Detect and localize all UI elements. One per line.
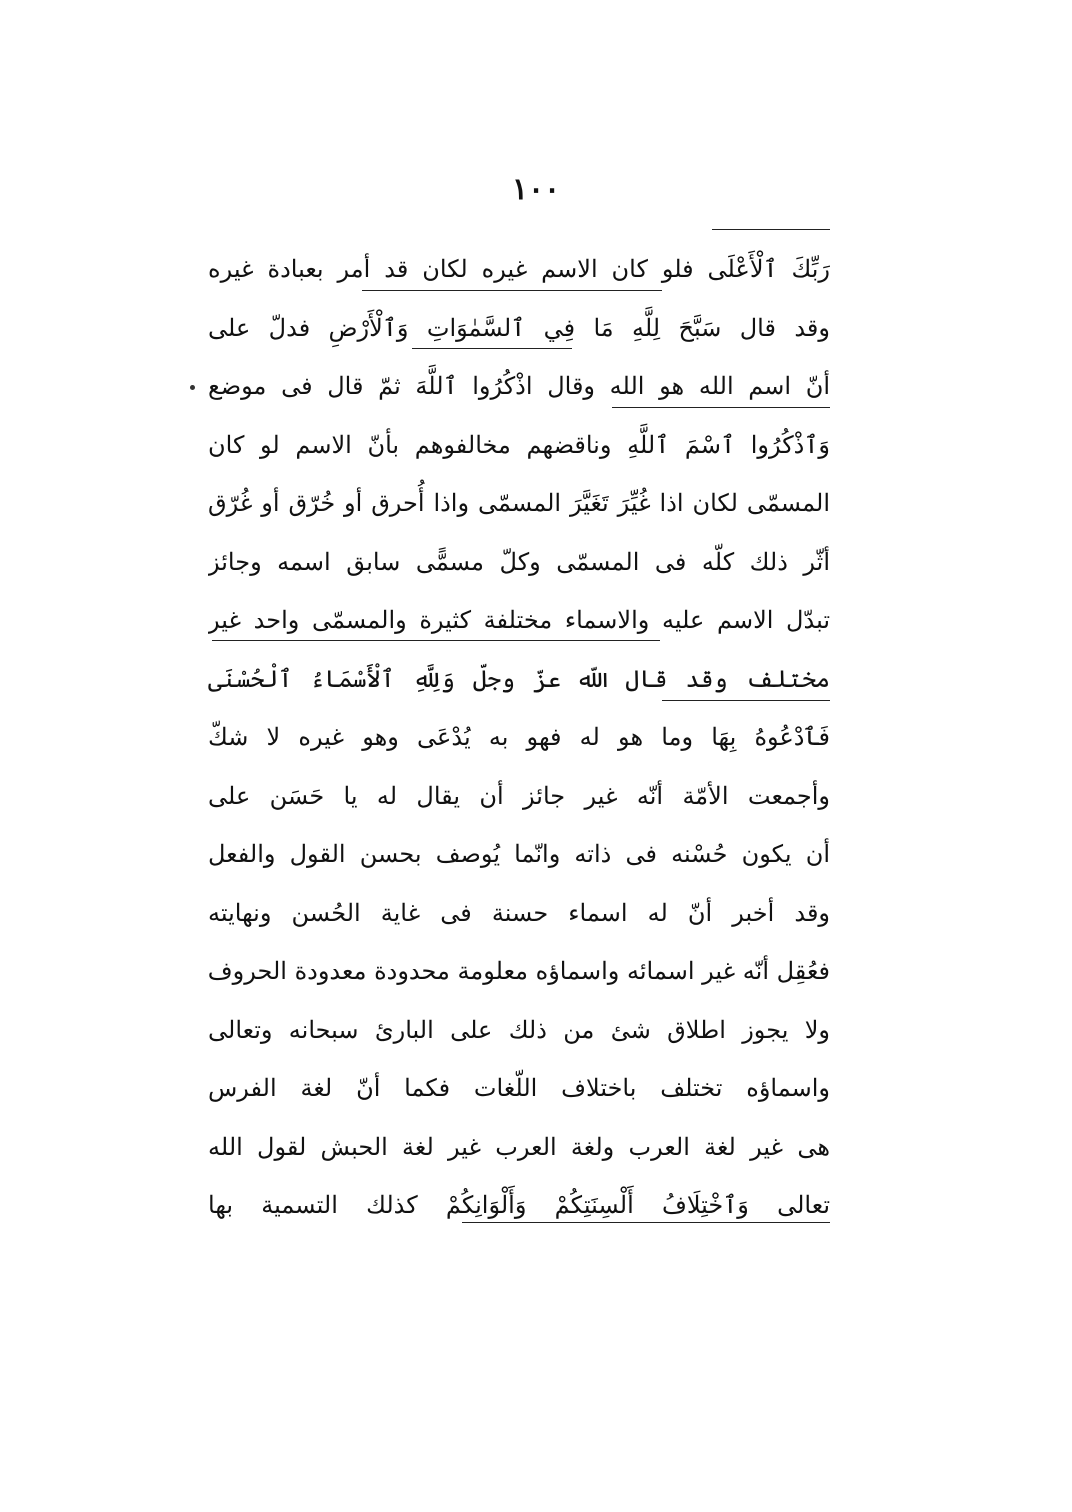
text-line-7: تبدّل الاسم عليه والاسماء مختلفة كثيرة والمسمّى واحد غير	[208, 606, 830, 634]
citation-overline	[612, 407, 830, 408]
text-line-10: وأجمعت الأمّة أنّه غير جائز أن يقال له يا حَسَن على	[208, 781, 830, 810]
margin-dot	[190, 385, 195, 390]
text-line-4: وَٱذْكُرُوا ٱسْمَ ٱللَّهِ وناقضهم مخالفوهم بأنّ الاسم لو كان	[208, 430, 830, 459]
citation-overline	[212, 640, 660, 641]
citation-overline	[412, 348, 572, 349]
text-line-14: ولا يجوز اطلاق شئ من ذلك على البارئ سبحانه وتعالى	[208, 1015, 830, 1044]
text-line-13: فعُقِل أنّه غير اسمائه واسماؤه معلومة محدودة معدودة الحروف	[208, 957, 830, 985]
text-line-3: أنّ اسم الله هو الله وقال اذْكُرُوا ٱللَّهَ ثمّ قال فى موضع	[208, 372, 830, 400]
text-line-2: وقد قال سَبَّحَ لِلَّهِ مَا فِي ٱلسَّمٰوَاتِ وَٱلْأَرْضِ فدلّ على	[208, 313, 830, 342]
citation-overline	[712, 229, 830, 230]
text-line-17: تعالى وَٱخْتِلَافُ أَلْسِنَتِكُمْ وَأَلْوَانِكُمْ كذلك التسمية بها	[208, 1191, 830, 1219]
text-line-12: وقد أخبر أنّ له اسماء حسنة فى غاية الحُسن ونهايته	[208, 898, 830, 927]
text-line-16: هى غير لغة العرب ولغة العرب غير لغة الحبش لقول الله	[208, 1132, 830, 1161]
citation-overline	[462, 1222, 830, 1223]
text-line-5: المسمّى لكان اذا غُيِّرَ تَغَيَّرَ المسمّى واذا أُحرق أو خُرّق أو غُرّق	[208, 489, 830, 517]
text-line-15: واسماؤه تختلف باختلاف اللّغات فكما أنّ لغة الفرس	[208, 1074, 830, 1102]
body-text	[208, 240, 830, 1235]
text-line-9: فَٱدْعُوهُ بِهَا وما هو له فهو به يُدْعَى وهو غيره لا شكّ	[208, 723, 830, 751]
text-line-11: أن يكون حُسْنه فى ذاته وانّما يُوصف بحسن القول والفعل	[208, 840, 830, 868]
page-number: ١٠٠	[511, 172, 561, 207]
citation-overline	[362, 290, 662, 291]
text-line-1: رَبِّكَ ٱلْأَعْلَى فلو كان الاسم غيره لكان قد أمر بعبادة غيره	[208, 255, 830, 283]
text-line-6: أثّر ذلك كلّه فى المسمّى وكلّ مسمًّى سابق اسمه وجائز	[208, 547, 830, 576]
text-line-8: مختلف وقد قال اللّه عزّ وجلّ وَلِلَّهِ ٱلْأَسْمَاءُ ٱلْحُسْنَى	[208, 664, 830, 693]
citation-overline	[662, 700, 830, 701]
